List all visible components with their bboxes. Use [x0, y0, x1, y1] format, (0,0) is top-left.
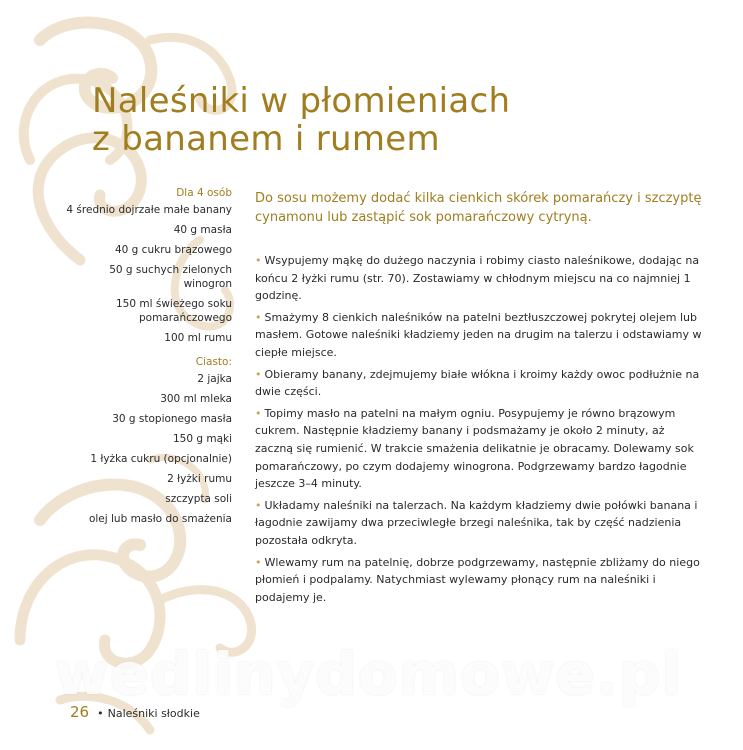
bullet-icon: •: [255, 555, 262, 569]
dough-item: 2 łyżki rumu: [167, 473, 232, 485]
step-item: [255, 497, 705, 550]
bullet-icon: •: [255, 406, 262, 420]
step-item: [255, 405, 705, 493]
ingredient-item: 40 g cukru brązowego: [114, 244, 232, 256]
step-item: [255, 366, 705, 401]
bullet-icon: •: [255, 254, 262, 267]
bullet-icon: •: [255, 310, 262, 324]
bullet-icon: •: [255, 498, 262, 512]
step-text: Układamy naleśniki na talerzach. Na każdym kładziemy dwie połówki banana i łagodnie zawijamy dwa przeciwległe brzegi naleśnika, tak by część nadzienia pozostała odkryta.: [255, 498, 698, 547]
dough-item: 150 g mąki: [172, 433, 232, 445]
servings-label: Dla 4 osób: [176, 187, 232, 199]
step-text: Topimy masło na patelni na małym ogniu. Posypujemy je równo brązowym cukrem. Następnie kładziemy banany i podsmażamy je około 2 minuty, aż zaczną się rumienić. W trakcie smażenia delikatnie je obracamy. Dolewamy sok pomarańczowy, po czym dodajemy winogrona. Podgrzewamy bardzo łagodnie jeszcze 3–4 minuty.: [255, 406, 694, 491]
step-item: [255, 554, 705, 607]
ingredients-column: [60, 186, 232, 532]
dough-item: 1 łyżka cukru (opcjonalnie): [90, 453, 232, 465]
dough-item: 30 g stopionego masła: [112, 413, 232, 425]
ingredient-item: 150 ml świeżego soku pomarańczowego: [115, 298, 232, 324]
step-text: Wlewamy rum na patelnię, dobrze podgrzewamy, następnie zbliżamy do niego płomień i podpalamy. Natychmiast wylewamy płonący rum na naleśniki i podajemy je.: [255, 555, 700, 604]
recipe-title-line2: z bananem i rumem: [92, 119, 440, 159]
ingredient-item: 40 g masła: [173, 224, 232, 236]
dough-item: szczypta soli: [165, 493, 232, 505]
bullet-icon: •: [255, 367, 262, 381]
dough-item: 2 jajka: [197, 373, 232, 385]
step-text: Wsypujemy mąkę do dużego naczynia i robimy ciasto naleśnikowe, dodając na końcu 2 łyżki rumu (str. 70). Zostawiamy w chłodnym miejscu na co najmniej 1 godzinę.: [255, 254, 700, 303]
dough-item: 300 ml mleka: [160, 393, 232, 405]
step-item: [255, 252, 705, 305]
dough-heading: Ciasto:: [195, 356, 232, 368]
ingredient-item: 4 średnio dojrzałe małe banany: [66, 204, 232, 216]
watermark: wedlinydomowe.pl: [55, 640, 683, 708]
recipe-title-line1: Naleśniki w płomieniach: [92, 81, 511, 121]
page-number: 26: [70, 703, 90, 721]
step-text: Smażymy 8 cienkich naleśników na patelni beztłuszczowej pokrytej olejem lub masłem. Gotowe naleśniki kładziemy jeden na drugim na talerzu i odstawiamy w ciepłe miejsce.: [255, 310, 702, 359]
recipe-title: [92, 82, 692, 158]
steps-list: [255, 252, 705, 610]
section-name: Naleśniki słodkie: [107, 707, 200, 720]
step-item: [255, 309, 705, 362]
page-footer: [70, 703, 200, 721]
step-text: Obieramy banany, zdejmujemy białe włókna i kroimy każdy owoc podłużnie na dwie części.: [255, 367, 700, 399]
intro-note: Do sosu możemy dodać kilka cienkich skórek pomarańczy i szczyptę cynamonu lub zastąpić sok pomarańczowy cytryną.: [255, 191, 702, 225]
ingredient-item: 100 ml rumu: [164, 332, 232, 344]
ingredient-item: 50 g suchych zielonych winogron: [109, 264, 232, 290]
dough-item: olej lub masło do smażenia: [88, 513, 232, 525]
separator-dot-icon: •: [97, 707, 104, 720]
